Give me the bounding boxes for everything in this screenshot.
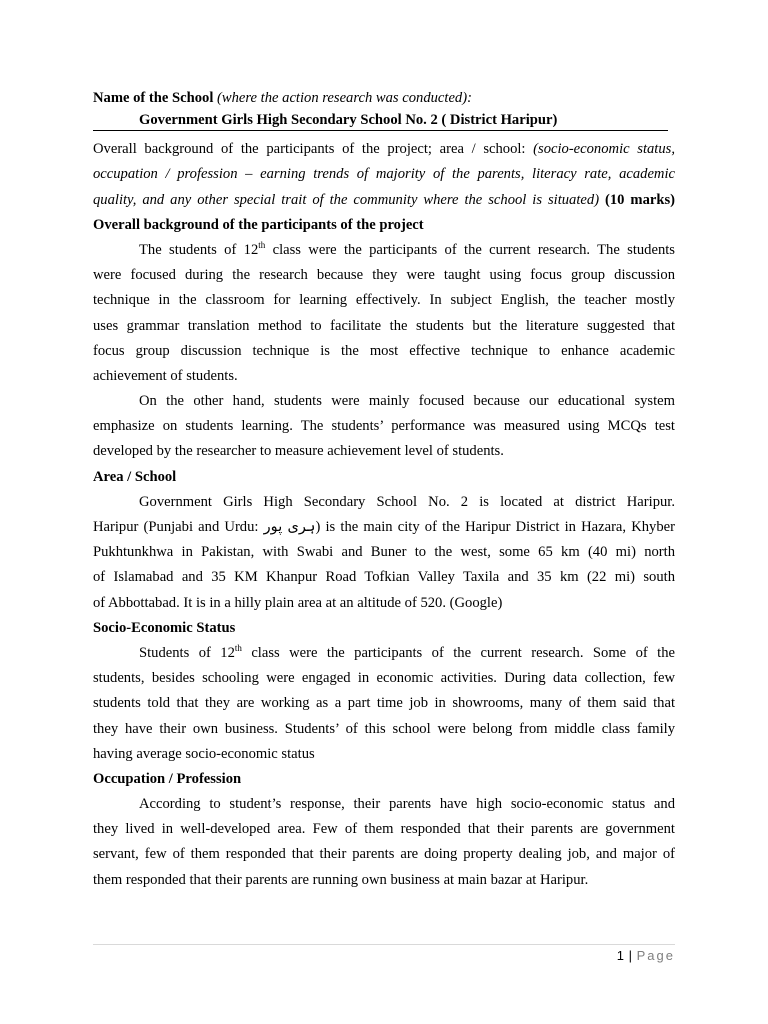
socio-line-1: Students of 12th class were the participants of the current research. Some of the [139,642,675,661]
page-footer [617,948,675,963]
socio-line-5: having average socio-economic status [93,745,315,762]
background-p2-line-2: emphasize on students learning. The students’ performance was measured using MCQs test [93,418,675,435]
urdu-name: ہری پور [263,519,316,535]
socio-line-2: students, besides schooling were engaged in economic activities. During data collection, few [93,670,675,687]
area-line-1: Government Girls High Secondary School No. 2 is located at district Haripur. [139,493,675,510]
background-p1-line-5: focus group discussion technique is the most effective technique to enhance academic [93,342,675,359]
background-p1-line-6: achievement of students. [93,367,238,384]
occupation-heading: Occupation / Profession [93,770,242,787]
occupation-line-4: them responded that their parents are running own business at main bazar at Haripur. [93,871,589,888]
socio-line-4: they have their own business. Students’ of this school were belong from middle class family [93,720,675,737]
document-body [93,86,675,893]
occupation-line-3: servant, few of them responded that their parents are doing property dealing job, and major of [93,846,675,863]
area-line-2: Haripur (Punjabi and Urdu: ہری پور) is the main city of the Haripur District in Hazara, Khyber [93,519,675,535]
background-p2-line-1: On the other hand, students were mainly focused because our educational system [139,393,675,410]
background-p1-line-4: uses grammar translation method to facilitate the students but the literature suggested that [93,317,675,334]
school-name: Government Girls High Secondary School No. 2 ( District Haripur) [93,111,668,131]
socio-line-3: students told that they are working as a part time job in showrooms, many of them said that [93,695,675,712]
area-line-5: of Abbottabad. It is in a hilly plain area at an altitude of 520. (Google) [93,594,503,611]
background-p2-line-3: developed by the researcher to measure achievement level of students. [93,443,504,460]
background-p1-line-2: were focused during the research because they were taught using focus group discussion [93,267,675,284]
socio-heading: Socio-Economic Status [93,619,236,636]
area-heading: Area / School [93,468,177,485]
intro-line-1: Overall background of the participants of the project; area / school: (socio-economic status, [93,141,675,158]
page-number: 1 [616,948,625,963]
area-line-4: of Islamabad and 35 KM Khanpur Road Tofkian Valley Taxila and 35 km (22 mi) south [93,569,675,586]
occupation-line-2: they lived in well-developed area. Few of them responded that their parents are government [93,821,675,838]
school-note: (where the action research was conducted): [213,90,472,106]
footer-divider [93,944,675,945]
background-p1-line-1: The students of 12th class were the participants of the current research. The students [139,239,675,258]
marks-label: (10 marks) [599,191,676,208]
school-label-line [93,86,675,111]
intro-line-2: occupation / profession – earning trends of majority of the parents, literacy rate, academic [93,166,675,183]
school-label: Name of the School [93,90,214,106]
area-line-3: Pukhtunkhwa in Pakistan, with Swabi and Buner to the west, some 65 km (40 mi) north [93,544,675,561]
background-p1-line-3: technique in the classroom for learning effectively. In subject English, the teacher mostly [93,292,675,309]
background-heading: Overall background of the participants of the project [93,216,424,233]
occupation-line-1: According to student’s response, their parents have high socio-economic status and [139,796,675,813]
intro-line-3: quality, and any other special trait of the community where the school is situated) (10 marks) [93,191,676,208]
page-label: Page [636,948,675,963]
page-separator: | [624,948,637,963]
